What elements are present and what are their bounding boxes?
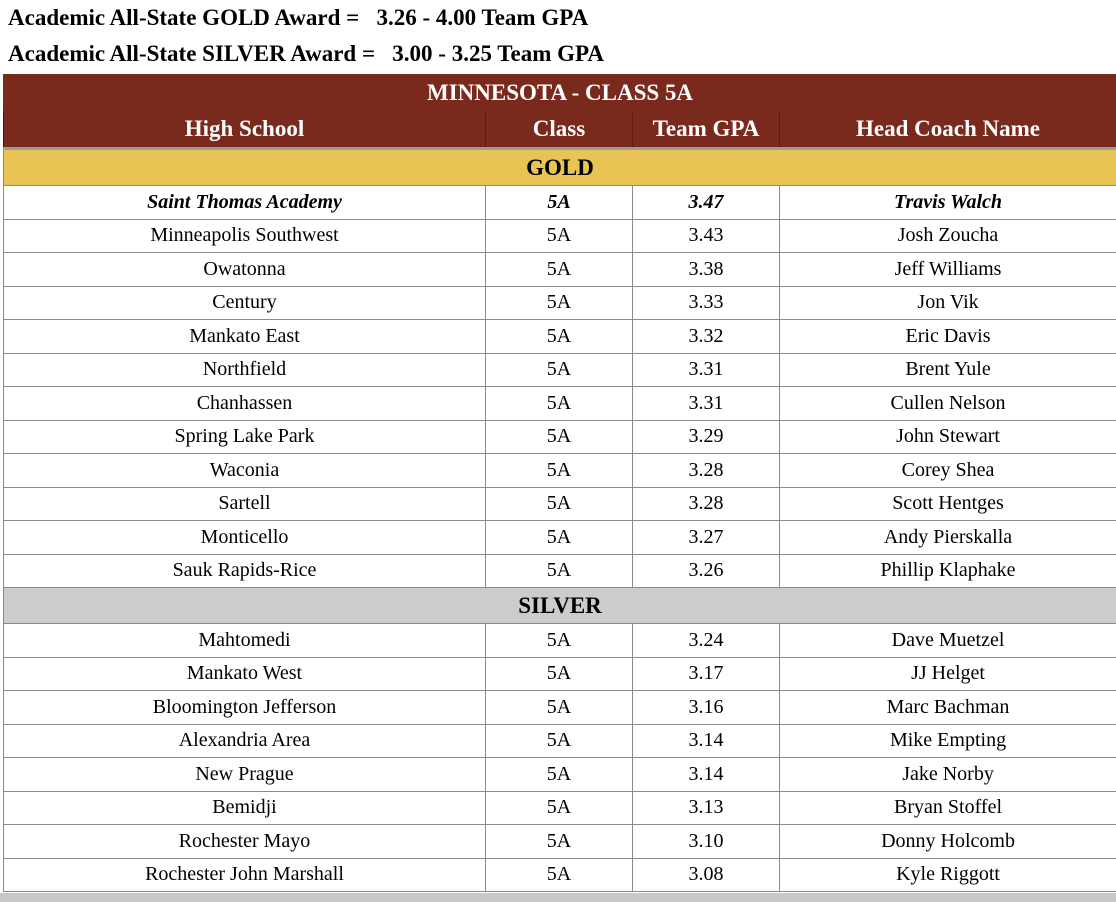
column-header-row (4, 111, 1116, 149)
school-cell: Alexandria Area (4, 724, 486, 758)
class-cell: 5A (486, 521, 633, 555)
gpa-cell: 3.33 (633, 286, 780, 320)
class-cell: 5A (486, 487, 633, 521)
gpa-cell: 3.08 (633, 858, 780, 892)
class-cell: 5A (486, 286, 633, 320)
gpa-cell: 3.17 (633, 657, 780, 691)
school-cell: Sartell (4, 487, 486, 521)
school-cell: Northfield (4, 353, 486, 387)
gpa-cell: 3.14 (633, 758, 780, 792)
table-row (4, 554, 1116, 588)
coach-cell: Andy Pierskalla (780, 521, 1116, 555)
table-body (4, 149, 1116, 892)
class-cell: 5A (486, 454, 633, 488)
school-cell: Rochester Mayo (4, 825, 486, 859)
header-class: Class (486, 111, 633, 149)
gpa-cell: 3.31 (633, 353, 780, 387)
coach-cell: Kyle Riggott (780, 858, 1116, 892)
class-cell: 5A (486, 791, 633, 825)
coach-cell: John Stewart (780, 420, 1116, 454)
coach-cell: Brent Yule (780, 353, 1116, 387)
coach-cell: Travis Walch (780, 186, 1116, 220)
coach-cell: Donny Holcomb (780, 825, 1116, 859)
coach-cell: Jake Norby (780, 758, 1116, 792)
coach-cell: JJ Helget (780, 657, 1116, 691)
school-cell: Century (4, 286, 486, 320)
class-cell: 5A (486, 219, 633, 253)
school-cell: Mankato East (4, 320, 486, 354)
gpa-cell: 3.24 (633, 624, 780, 658)
table-row (4, 858, 1116, 892)
table-row (4, 286, 1116, 320)
coach-cell: Scott Hentges (780, 487, 1116, 521)
class-cell: 5A (486, 353, 633, 387)
school-cell: Spring Lake Park (4, 420, 486, 454)
table-row (4, 724, 1116, 758)
silver-section-row (4, 588, 1116, 624)
gpa-cell: 3.32 (633, 320, 780, 354)
school-cell: Owatonna (4, 253, 486, 287)
class-cell: 5A (486, 253, 633, 287)
table-row (4, 825, 1116, 859)
coach-cell: Bryan Stoffel (780, 791, 1116, 825)
gpa-cell: 3.28 (633, 487, 780, 521)
school-cell: Mahtomedi (4, 624, 486, 658)
gpa-cell: 3.43 (633, 219, 780, 253)
table-row (4, 387, 1116, 421)
gpa-cell: 3.28 (633, 454, 780, 488)
class-cell: 5A (486, 724, 633, 758)
school-cell: New Prague (4, 758, 486, 792)
school-cell: Bloomington Jefferson (4, 691, 486, 725)
coach-cell: Marc Bachman (780, 691, 1116, 725)
coach-cell: Corey Shea (780, 454, 1116, 488)
class-cell: 5A (486, 858, 633, 892)
class-cell: 5A (486, 554, 633, 588)
gpa-cell: 3.47 (633, 186, 780, 220)
coach-cell: Cullen Nelson (780, 387, 1116, 421)
coach-cell: Mike Empting (780, 724, 1116, 758)
table-row (4, 691, 1116, 725)
table-row (4, 624, 1116, 658)
school-cell: Mankato West (4, 657, 486, 691)
table-title-row (4, 75, 1116, 111)
class-cell: 5A (486, 387, 633, 421)
class-cell: 5A (486, 320, 633, 354)
class-5a-table (3, 74, 1116, 892)
silver-section-label: SILVER (4, 588, 1116, 624)
school-cell: Sauk Rapids-Rice (4, 554, 486, 588)
header-team-gpa: Team GPA (633, 111, 780, 149)
table-row (4, 353, 1116, 387)
table-row (4, 521, 1116, 555)
coach-cell: Dave Muetzel (780, 624, 1116, 658)
school-cell: Chanhassen (4, 387, 486, 421)
class-cell: 5A (486, 657, 633, 691)
school-cell: Monticello (4, 521, 486, 555)
gpa-cell: 3.29 (633, 420, 780, 454)
gpa-cell: 3.13 (633, 791, 780, 825)
gpa-cell: 3.26 (633, 554, 780, 588)
header-head-coach: Head Coach Name (780, 111, 1116, 149)
table-row (4, 253, 1116, 287)
school-cell: Rochester John Marshall (4, 858, 486, 892)
class-cell: 5A (486, 691, 633, 725)
table-row (4, 186, 1116, 220)
table-row (4, 791, 1116, 825)
table-row (4, 657, 1116, 691)
coach-cell: Jeff Williams (780, 253, 1116, 287)
header-high-school: High School (4, 111, 486, 149)
coach-cell: Eric Davis (780, 320, 1116, 354)
gpa-cell: 3.38 (633, 253, 780, 287)
table-row (4, 487, 1116, 521)
gpa-cell: 3.10 (633, 825, 780, 859)
gpa-cell: 3.16 (633, 691, 780, 725)
class-cell: 5A (486, 758, 633, 792)
class-cell: 5A (486, 420, 633, 454)
silver-award-criteria: Academic All-State SILVER Award = 3.00 - 3.25 Team GPA (8, 41, 604, 66)
class-cell: 5A (486, 624, 633, 658)
table-row (4, 219, 1116, 253)
gold-section-label: GOLD (4, 149, 1116, 186)
school-cell: Saint Thomas Academy (4, 186, 486, 220)
table-row (4, 454, 1116, 488)
table-title: MINNESOTA - CLASS 5A (4, 75, 1116, 111)
class-cell: 5A (486, 825, 633, 859)
gpa-cell: 3.14 (633, 724, 780, 758)
gold-section-row (4, 149, 1116, 186)
coach-cell: Phillip Klaphake (780, 554, 1116, 588)
table-row (4, 320, 1116, 354)
gpa-cell: 3.27 (633, 521, 780, 555)
table-row (4, 420, 1116, 454)
gpa-cell: 3.31 (633, 387, 780, 421)
class-cell: 5A (486, 186, 633, 220)
coach-cell: Jon Vik (780, 286, 1116, 320)
school-cell: Minneapolis Southwest (4, 219, 486, 253)
coach-cell: Josh Zoucha (780, 219, 1116, 253)
bottom-scroll-edge (0, 893, 1116, 902)
table-row (4, 758, 1116, 792)
school-cell: Bemidji (4, 791, 486, 825)
gold-award-criteria: Academic All-State GOLD Award = 3.26 - 4.00 Team GPA (8, 5, 589, 30)
school-cell: Waconia (4, 454, 486, 488)
